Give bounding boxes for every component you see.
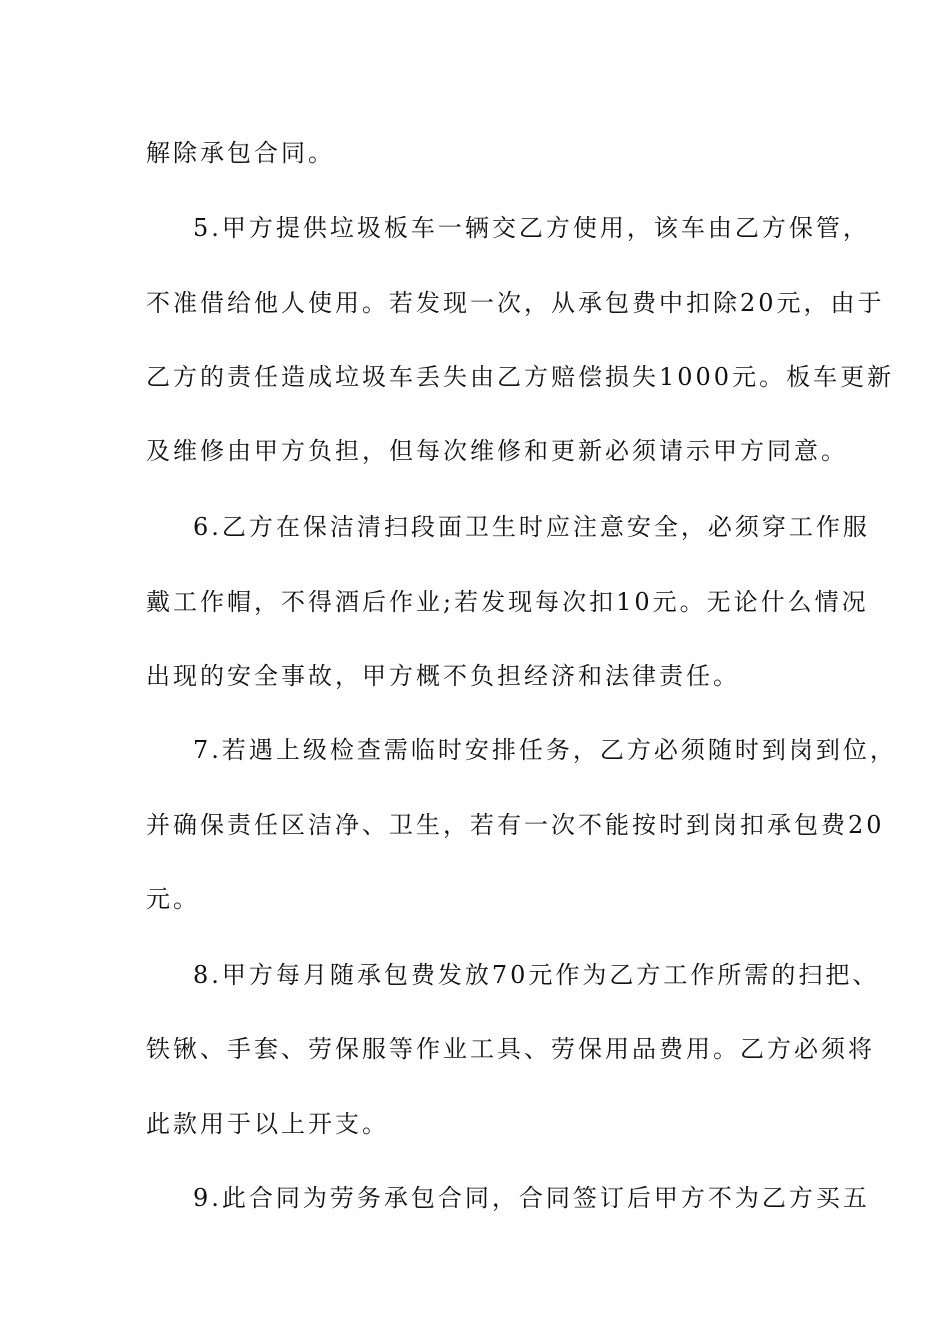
- text-line: 解除承包合同。: [146, 139, 335, 167]
- text-line: 铁锹、手套、劳保服等作业工具、劳保用品费用。乙方必须将: [146, 1035, 875, 1063]
- text-line: 元。: [146, 885, 200, 913]
- text-line: 不准借给他人使用。若发现一次，从承包费中扣除20元，由于: [146, 289, 885, 317]
- clause-8-line: 8.甲方每月随承包费发放70元作为乙方工作所需的扫把、: [193, 961, 880, 989]
- clause-6-line: 6.乙方在保洁清扫段面卫生时应注意安全，必须穿工作服: [193, 513, 870, 541]
- clause-5-line: 5.甲方提供垃圾板车一辆交乙方使用，该车由乙方保管，: [193, 214, 870, 242]
- text-line: 出现的安全事故，甲方概不负担经济和法律责任。: [146, 662, 740, 690]
- text-line: 及维修由甲方负担，但每次维修和更新必须请示甲方同意。: [146, 437, 848, 465]
- text-line: 乙方的责任造成垃圾车丢失由乙方赔偿损失1000元。板车更新: [146, 363, 895, 391]
- clause-9-line: 9.此合同为劳务承包合同，合同签订后甲方不为乙方买五: [193, 1184, 870, 1212]
- text-line: 并确保责任区洁净、卫生，若有一次不能按时到岗扣承包费20: [146, 811, 885, 839]
- text-line: 戴工作帽，不得酒后作业;若发现每次扣10元。无论什么情况: [146, 588, 869, 616]
- clause-7-line: 7.若遇上级检查需临时安排任务，乙方必须随时到岗到位，: [193, 736, 897, 764]
- text-line: 此款用于以上开支。: [146, 1110, 389, 1138]
